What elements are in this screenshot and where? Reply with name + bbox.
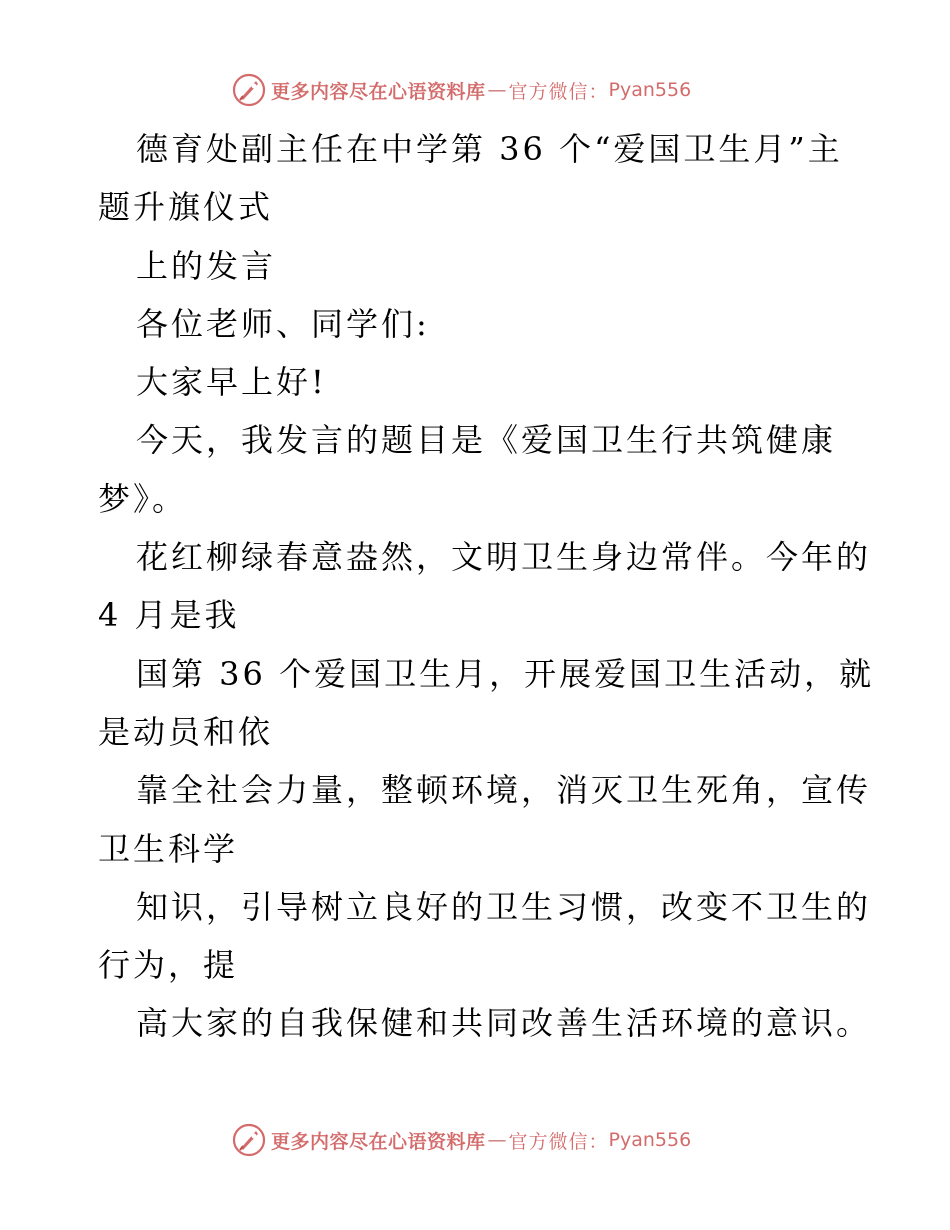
footer-watermark: [232, 1123, 691, 1157]
watermark-official-label: 官方微信：: [508, 1130, 609, 1153]
document-body: [98, 120, 875, 1053]
text-line: 4 月是我: [98, 596, 240, 635]
watermark-official-label: 官方微信：: [508, 80, 609, 103]
text-line: 国第 36 个爱国卫生月，开展爱国卫生活动，就: [136, 654, 875, 693]
text-line: 花红柳绿春意盎然，文明卫生身边常伴。今年的: [136, 538, 872, 577]
text-line: 德育处副主任在中学第 36 个“爱国卫生月”主: [136, 130, 843, 168]
text-line: 高大家的自我保健和共同改善生活环境的意识。: [136, 1004, 872, 1043]
text-line: 题升旗仪式: [98, 188, 274, 227]
text-line: 是动员和依: [98, 712, 274, 751]
watermark-wechat-id: Pyan556: [608, 1129, 692, 1151]
text-line: 今天，我发言的题目是《爱国卫生行共筑健康: [136, 421, 837, 460]
text-line: 靠全社会力量，整顿环境，消灭卫生死角，宣传: [136, 771, 872, 810]
watermark-dash: —: [487, 1129, 507, 1151]
text-line: 大家早上好!: [136, 363, 327, 402]
text-line: 知识，引导树立良好的卫生习惯，改变不卫生的: [136, 887, 872, 926]
text-line: 上的发言: [136, 246, 277, 285]
watermark-wechat-id: Pyan556: [608, 79, 692, 101]
text-line: 卫生科学: [98, 829, 239, 868]
watermark-dash: —: [487, 79, 507, 101]
text-line: 行为，提: [98, 946, 239, 985]
quill-logo-icon: [232, 1123, 266, 1157]
text-line: 各位老师、同学们:: [136, 304, 430, 343]
watermark-brand: 更多内容尽在心语资料库: [271, 80, 486, 103]
quill-logo-icon: [232, 73, 266, 107]
text-line: 梦》。: [98, 479, 188, 518]
header-watermark: [232, 73, 691, 107]
watermark-brand: 更多内容尽在心语资料库: [271, 1130, 486, 1153]
